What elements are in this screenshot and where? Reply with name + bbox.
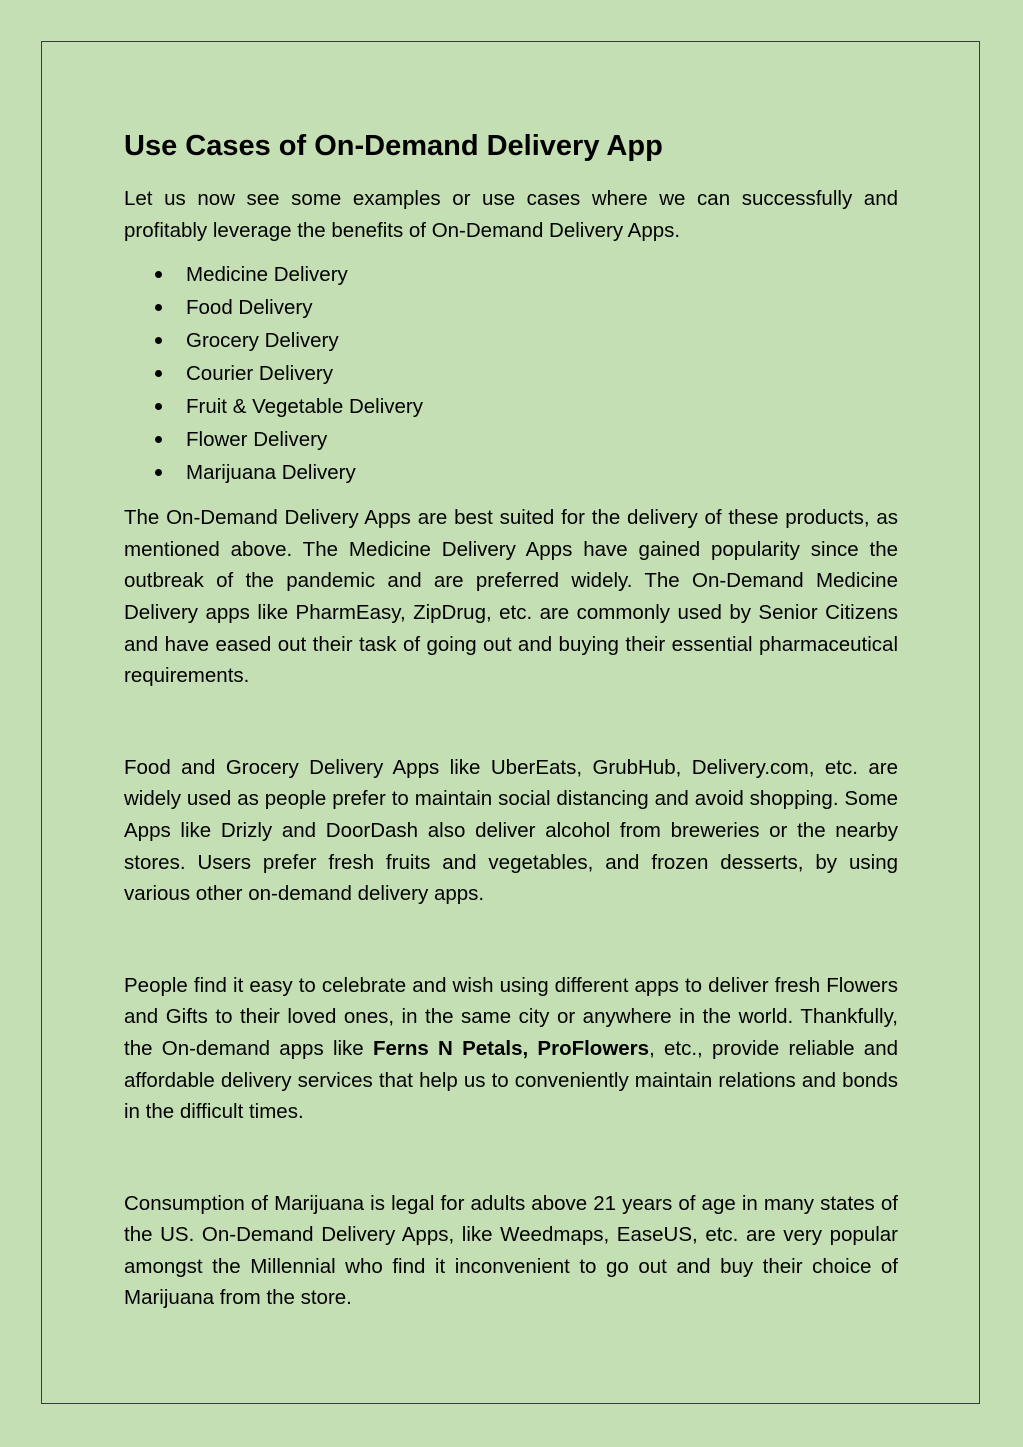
list-item	[124, 456, 898, 489]
use-case-list	[124, 258, 898, 489]
list-item	[124, 423, 898, 456]
list-item-label: Fruit & Vegetable Delivery	[186, 395, 424, 419]
list-item-label: Medicine Delivery	[186, 263, 348, 287]
marijuana-delivery-paragraph: Consumption of Marijuana is legal for adults above 21 years of age in many states of the US. On-Demand Delivery Apps, like Weedmaps, EaseUS, etc. are very popular amongst the Millennial who find it inconvenient to go out and buy their choice of Marijuana from the store.	[124, 1191, 898, 1310]
list-item	[124, 291, 898, 324]
bullet-icon	[155, 271, 162, 278]
list-item	[124, 357, 898, 390]
list-item-label: Food Delivery	[186, 296, 313, 320]
medicine-delivery-paragraph: The On-Demand Delivery Apps are best suited for the delivery of these products, as mentioned above. The Medicine Delivery Apps have gained popularity since the outbreak of the pandemic and are preferred widely. The On-Demand Medicine Delivery apps like PharmEasy, ZipDrug, etc. are commonly used by Senior Citizens and have eased out their task of going out and buying their essential pharmaceutical requirements.	[124, 506, 898, 688]
bullet-icon	[155, 469, 162, 476]
flower-paragraph-text-end: , etc., provide reliable and affordable delivery services that help us to conveniently maintain relations and bonds in the difficult times.	[124, 1036, 899, 1124]
list-item-label: Courier Delivery	[186, 362, 333, 386]
intro-paragraph: Let us now see some examples or use cases where we can successfully and profitably leverage the benefits of On-Demand Delivery Apps.	[124, 187, 898, 242]
bullet-icon	[155, 337, 162, 344]
list-item	[124, 258, 898, 291]
flower-paragraph-text-start: People find it easy to celebrate and wish using different apps to deliver fresh Flowers and Gifts to their loved ones, in the same city or anywhere in the world. Thankfully, the On-demand apps like	[124, 973, 898, 1060]
bullet-icon	[155, 304, 162, 311]
bullet-icon	[155, 436, 162, 443]
bullet-icon	[155, 403, 162, 410]
flower-apps-highlight: Ferns N Petals, ProFlowers	[372, 1036, 650, 1060]
bullet-icon	[155, 370, 162, 377]
page-title: Use Cases of On-Demand Delivery App	[124, 130, 663, 162]
food-delivery-paragraph: Food and Grocery Delivery Apps like UberEats, GrubHub, Delivery.com, etc. are widely used as people prefer to maintain social distancing and avoid shopping. Some Apps like Drizly and DoorDash also deliver alcohol from breweries or the nearby stores. Users prefer fresh fruits and vegetables, and frozen desserts, by using various other on-demand delivery apps.	[124, 755, 898, 906]
flower-delivery-paragraph	[124, 970, 898, 1128]
list-item-label: Grocery Delivery	[186, 329, 339, 353]
list-item-label: Marijuana Delivery	[186, 461, 356, 485]
list-item	[124, 390, 898, 423]
list-item-label: Flower Delivery	[186, 428, 328, 452]
document-body	[124, 124, 898, 1314]
list-item	[124, 324, 898, 357]
